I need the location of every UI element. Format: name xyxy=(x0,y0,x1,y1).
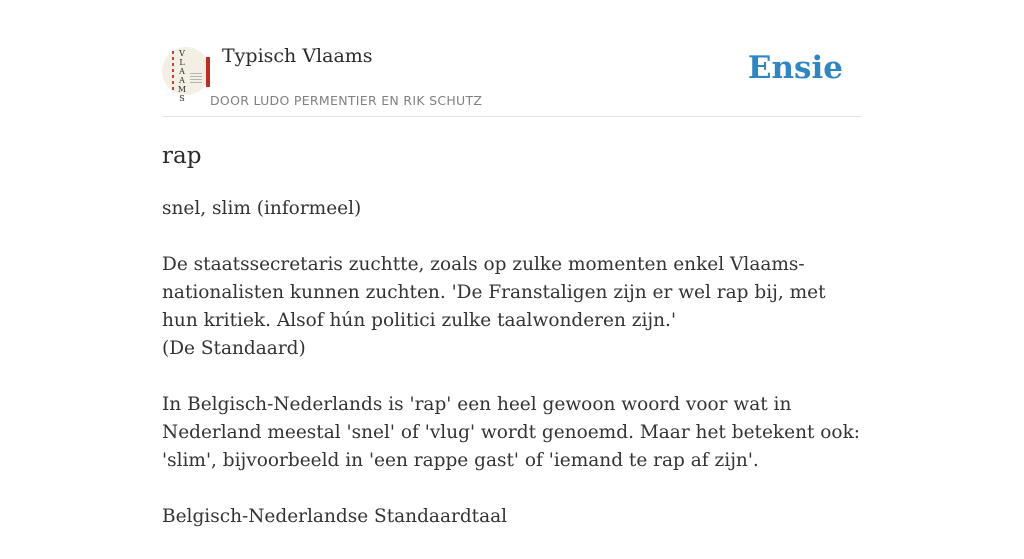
entry-body xyxy=(162,195,862,531)
logo-text-decoration xyxy=(190,73,202,85)
authors-byline: DOOR LUDO PERMENTIER EN RIK SCHUTZ xyxy=(210,93,483,108)
entry-explanation: In Belgisch-Nederlands is 'rap' een heel gewoon woord voor wat in Nederland meestal 'snel' of 'vlug' wordt genoemd. Maar het betekent ook: 'slim', bijvoorbeeld in 'een rappe gast' of 'iemand te rap af zijn'. xyxy=(162,394,861,471)
logo-lettering: V L A A M S xyxy=(177,49,187,103)
book-cover-logo[interactable] xyxy=(162,47,210,103)
ensie-brand-link[interactable]: Ensie xyxy=(747,50,843,86)
page xyxy=(162,0,862,559)
quote-source: (De Standaard) xyxy=(162,338,306,359)
header xyxy=(162,0,862,117)
entry-category: Belgisch-Nederlandse Standaardtaal xyxy=(162,506,508,527)
site-title-link[interactable]: Typisch Vlaams xyxy=(222,45,373,67)
logo-decoration xyxy=(172,51,174,91)
quote-text: De staatssecretaris zuchtte, zoals op zulke momenten enkel Vlaams-nationalisten kunnen zuchten. 'De Franstaligen zijn er wel rap bij, met hun kritiek. Alsof hún politici zulke taalwonderen zijn.' xyxy=(162,254,826,331)
entry-term: rap xyxy=(162,143,202,169)
entry-quote xyxy=(162,251,862,363)
entry-content xyxy=(162,141,862,531)
entry-definition: snel, slim (informeel) xyxy=(162,198,362,219)
logo-accent xyxy=(206,57,210,87)
